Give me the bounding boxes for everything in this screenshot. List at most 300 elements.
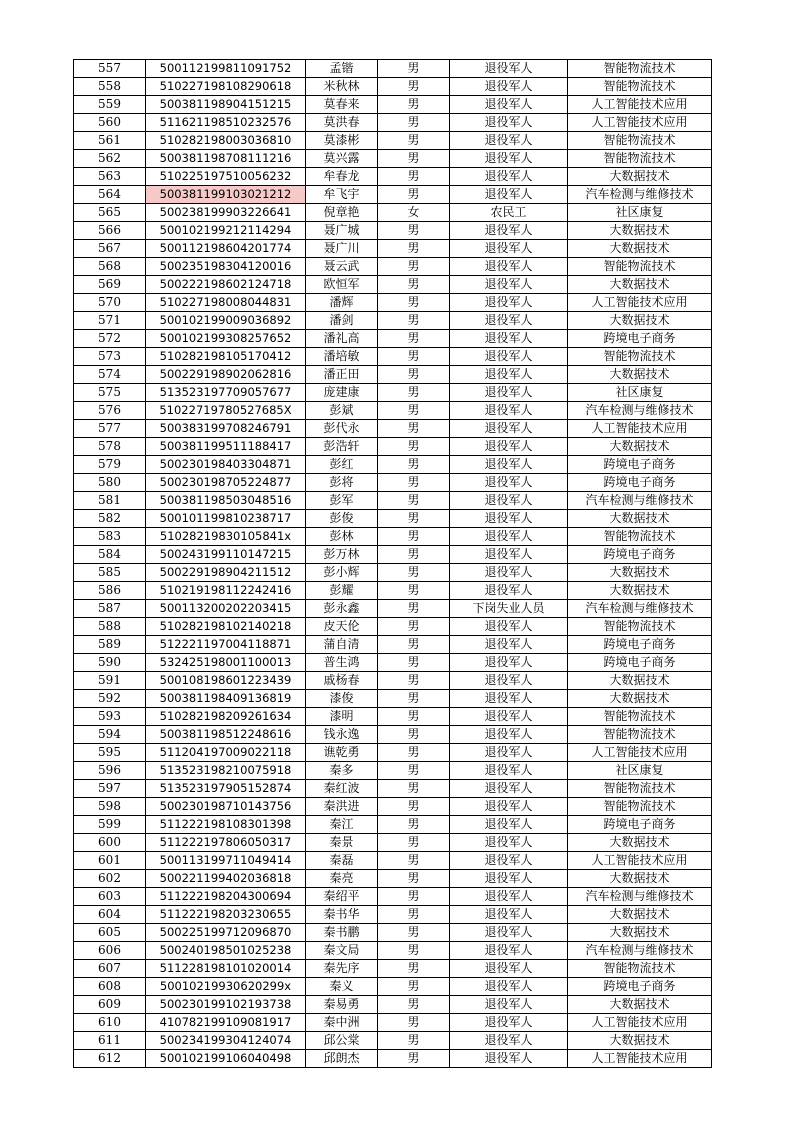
gender-cell: 男: [378, 150, 450, 168]
name-cell: 彭浩轩: [306, 438, 378, 456]
category-cell: 退役军人: [450, 168, 568, 186]
name-cell: 戚杨春: [306, 672, 378, 690]
category-cell: 退役军人: [450, 762, 568, 780]
category-cell: 退役军人: [450, 1032, 568, 1050]
category-cell: 退役军人: [450, 420, 568, 438]
major-cell: 大数据技术: [568, 1032, 712, 1050]
major-cell: 人工智能技术应用: [568, 114, 712, 132]
name-cell: 莫春来: [306, 96, 378, 114]
table-row: [74, 114, 712, 132]
table-row: [74, 474, 712, 492]
gender-cell: 男: [378, 600, 450, 618]
category-cell: 退役军人: [450, 186, 568, 204]
category-cell: 退役军人: [450, 924, 568, 942]
table-row: [74, 942, 712, 960]
row-number-cell: 597: [74, 780, 146, 798]
table-row: [74, 186, 712, 204]
name-cell: 秦义: [306, 978, 378, 996]
id-number-cell: 500112198604201774: [146, 240, 306, 258]
row-number-cell: 565: [74, 204, 146, 222]
row-number-cell: 610: [74, 1014, 146, 1032]
id-number-cell: 500381199103021212: [146, 186, 306, 204]
row-number-cell: 605: [74, 924, 146, 942]
id-number-cell: 511228198101020014: [146, 960, 306, 978]
table-row: [74, 546, 712, 564]
major-cell: 智能物流技术: [568, 708, 712, 726]
table-row: [74, 834, 712, 852]
category-cell: 退役军人: [450, 870, 568, 888]
table-row: [74, 1032, 712, 1050]
category-cell: 退役军人: [450, 348, 568, 366]
table-row: [74, 636, 712, 654]
table-row: [74, 1050, 712, 1068]
name-cell: 皮天伦: [306, 618, 378, 636]
category-cell: 退役军人: [450, 312, 568, 330]
gender-cell: 男: [378, 60, 450, 78]
name-cell: 秦红波: [306, 780, 378, 798]
row-number-cell: 603: [74, 888, 146, 906]
name-cell: 牟春龙: [306, 168, 378, 186]
major-cell: 大数据技术: [568, 672, 712, 690]
category-cell: 退役军人: [450, 618, 568, 636]
name-cell: 秦多: [306, 762, 378, 780]
row-number-cell: 581: [74, 492, 146, 510]
row-number-cell: 592: [74, 690, 146, 708]
id-number-cell: 500235198304120016: [146, 258, 306, 276]
row-number-cell: 594: [74, 726, 146, 744]
major-cell: 跨境电子商务: [568, 474, 712, 492]
gender-cell: 男: [378, 402, 450, 420]
category-cell: 退役军人: [450, 240, 568, 258]
major-cell: 智能物流技术: [568, 780, 712, 798]
name-cell: 聂广城: [306, 222, 378, 240]
row-number-cell: 578: [74, 438, 146, 456]
name-cell: 米秋林: [306, 78, 378, 96]
category-cell: 退役军人: [450, 852, 568, 870]
row-number-cell: 576: [74, 402, 146, 420]
row-number-cell: 580: [74, 474, 146, 492]
row-number-cell: 593: [74, 708, 146, 726]
id-number-cell: 500102199212114294: [146, 222, 306, 240]
table-row: [74, 906, 712, 924]
id-number-cell: 500381198708111216: [146, 150, 306, 168]
name-cell: 秦中洲: [306, 1014, 378, 1032]
category-cell: 退役军人: [450, 942, 568, 960]
row-number-cell: 602: [74, 870, 146, 888]
id-number-cell: 513523197709057677: [146, 384, 306, 402]
major-cell: 大数据技术: [568, 834, 712, 852]
major-cell: 跨境电子商务: [568, 546, 712, 564]
table-row: [74, 132, 712, 150]
category-cell: 退役军人: [450, 906, 568, 924]
id-number-cell: 510282198209261634: [146, 708, 306, 726]
id-number-cell: 510227198108290618: [146, 78, 306, 96]
major-cell: 大数据技术: [568, 312, 712, 330]
major-cell: 大数据技术: [568, 222, 712, 240]
row-number-cell: 564: [74, 186, 146, 204]
major-cell: 大数据技术: [568, 366, 712, 384]
name-cell: 秦书华: [306, 906, 378, 924]
gender-cell: 男: [378, 762, 450, 780]
name-cell: 潘辉: [306, 294, 378, 312]
id-number-cell: 510219198112242416: [146, 582, 306, 600]
major-cell: 人工智能技术应用: [568, 420, 712, 438]
name-cell: 聂广川: [306, 240, 378, 258]
table-row: [74, 330, 712, 348]
table-row: [74, 582, 712, 600]
gender-cell: 男: [378, 96, 450, 114]
gender-cell: 男: [378, 240, 450, 258]
name-cell: 莫兴露: [306, 150, 378, 168]
gender-cell: 男: [378, 654, 450, 672]
category-cell: 退役军人: [450, 222, 568, 240]
major-cell: 智能物流技术: [568, 528, 712, 546]
category-cell: 退役军人: [450, 402, 568, 420]
row-number-cell: 583: [74, 528, 146, 546]
row-number-cell: 574: [74, 366, 146, 384]
table-row: [74, 420, 712, 438]
table-row: [74, 726, 712, 744]
id-number-cell: 500222198602124718: [146, 276, 306, 294]
id-number-cell: 500113200202203415: [146, 600, 306, 618]
name-cell: 潘培敏: [306, 348, 378, 366]
id-number-cell: 500230199102193738: [146, 996, 306, 1014]
table-row: [74, 744, 712, 762]
row-number-cell: 609: [74, 996, 146, 1014]
category-cell: 退役军人: [450, 690, 568, 708]
name-cell: 倪章艳: [306, 204, 378, 222]
major-cell: 跨境电子商务: [568, 456, 712, 474]
gender-cell: 男: [378, 816, 450, 834]
category-cell: 退役军人: [450, 78, 568, 96]
row-number-cell: 600: [74, 834, 146, 852]
table-row: [74, 708, 712, 726]
major-cell: 智能物流技术: [568, 618, 712, 636]
table-row: [74, 852, 712, 870]
id-number-cell: 510282198102140218: [146, 618, 306, 636]
gender-cell: 男: [378, 618, 450, 636]
id-number-cell: 51022719780527685X: [146, 402, 306, 420]
category-cell: 退役军人: [450, 672, 568, 690]
category-cell: 退役军人: [450, 258, 568, 276]
major-cell: 汽车检测与维修技术: [568, 186, 712, 204]
table-row: [74, 978, 712, 996]
name-cell: 潘剑: [306, 312, 378, 330]
id-number-cell: 500229198904211512: [146, 564, 306, 582]
major-cell: 社区康复: [568, 384, 712, 402]
table-row: [74, 528, 712, 546]
id-number-cell: 500101199810238717: [146, 510, 306, 528]
category-cell: 退役军人: [450, 1014, 568, 1032]
gender-cell: 男: [378, 510, 450, 528]
row-number-cell: 604: [74, 906, 146, 924]
name-cell: 牟飞宇: [306, 186, 378, 204]
category-cell: 退役军人: [450, 276, 568, 294]
id-number-cell: 511222198204300694: [146, 888, 306, 906]
name-cell: 彭俊: [306, 510, 378, 528]
row-number-cell: 591: [74, 672, 146, 690]
table-row: [74, 888, 712, 906]
row-number-cell: 608: [74, 978, 146, 996]
gender-cell: 男: [378, 492, 450, 510]
name-cell: 秦亮: [306, 870, 378, 888]
id-number-cell: 510227198008044831: [146, 294, 306, 312]
row-number-cell: 561: [74, 132, 146, 150]
major-cell: 大数据技术: [568, 438, 712, 456]
row-number-cell: 567: [74, 240, 146, 258]
id-number-cell: 50010219930620299x: [146, 978, 306, 996]
category-cell: 退役军人: [450, 816, 568, 834]
table-row: [74, 798, 712, 816]
id-number-cell: 500102199308257652: [146, 330, 306, 348]
name-cell: 莫洪春: [306, 114, 378, 132]
id-number-cell: 500221199402036818: [146, 870, 306, 888]
name-cell: 彭小辉: [306, 564, 378, 582]
gender-cell: 男: [378, 114, 450, 132]
major-cell: 汽车检测与维修技术: [568, 492, 712, 510]
table-row: [74, 816, 712, 834]
category-cell: 退役军人: [450, 132, 568, 150]
major-cell: 人工智能技术应用: [568, 744, 712, 762]
id-number-cell: 500383199708246791: [146, 420, 306, 438]
category-cell: 退役军人: [450, 492, 568, 510]
category-cell: 退役军人: [450, 60, 568, 78]
name-cell: 秦景: [306, 834, 378, 852]
id-number-cell: 51028219830105841x: [146, 528, 306, 546]
gender-cell: 男: [378, 186, 450, 204]
table-row: [74, 690, 712, 708]
name-cell: 彭将: [306, 474, 378, 492]
major-cell: 跨境电子商务: [568, 636, 712, 654]
gender-cell: 男: [378, 420, 450, 438]
table-row: [74, 600, 712, 618]
row-number-cell: 566: [74, 222, 146, 240]
name-cell: 秦易勇: [306, 996, 378, 1014]
id-number-cell: 511621198510232576: [146, 114, 306, 132]
major-cell: 社区康复: [568, 762, 712, 780]
category-cell: 退役军人: [450, 978, 568, 996]
major-cell: 汽车检测与维修技术: [568, 942, 712, 960]
gender-cell: 男: [378, 780, 450, 798]
name-cell: 孟锴: [306, 60, 378, 78]
row-number-cell: 570: [74, 294, 146, 312]
id-number-cell: 500238199903226641: [146, 204, 306, 222]
major-cell: 人工智能技术应用: [568, 1050, 712, 1068]
gender-cell: 男: [378, 582, 450, 600]
major-cell: 智能物流技术: [568, 798, 712, 816]
table-row: [74, 870, 712, 888]
id-number-cell: 500102199106040498: [146, 1050, 306, 1068]
name-cell: 潘礼高: [306, 330, 378, 348]
major-cell: 大数据技术: [568, 906, 712, 924]
category-cell: 退役军人: [450, 528, 568, 546]
row-number-cell: 572: [74, 330, 146, 348]
table-row: [74, 150, 712, 168]
gender-cell: 男: [378, 888, 450, 906]
table-row: [74, 204, 712, 222]
category-cell: 退役军人: [450, 1050, 568, 1068]
major-cell: 智能物流技术: [568, 132, 712, 150]
row-number-cell: 577: [74, 420, 146, 438]
table-row: [74, 780, 712, 798]
name-cell: 彭红: [306, 456, 378, 474]
id-number-cell: 500108198601223439: [146, 672, 306, 690]
row-number-cell: 558: [74, 78, 146, 96]
name-cell: 邱公棠: [306, 1032, 378, 1050]
gender-cell: 男: [378, 348, 450, 366]
table-row: [74, 168, 712, 186]
category-cell: 退役军人: [450, 654, 568, 672]
table-row: [74, 78, 712, 96]
gender-cell: 男: [378, 978, 450, 996]
id-number-cell: 510282198003036810: [146, 132, 306, 150]
name-cell: 彭万林: [306, 546, 378, 564]
gender-cell: 男: [378, 78, 450, 96]
major-cell: 智能物流技术: [568, 726, 712, 744]
table-row: [74, 564, 712, 582]
category-cell: 退役军人: [450, 546, 568, 564]
category-cell: 退役军人: [450, 834, 568, 852]
category-cell: 退役军人: [450, 384, 568, 402]
major-cell: 智能物流技术: [568, 60, 712, 78]
category-cell: 退役军人: [450, 582, 568, 600]
gender-cell: 男: [378, 960, 450, 978]
row-number-cell: 611: [74, 1032, 146, 1050]
category-cell: 退役军人: [450, 888, 568, 906]
gender-cell: 男: [378, 852, 450, 870]
row-number-cell: 595: [74, 744, 146, 762]
row-number-cell: 585: [74, 564, 146, 582]
row-number-cell: 579: [74, 456, 146, 474]
name-cell: 彭军: [306, 492, 378, 510]
name-cell: 彭代永: [306, 420, 378, 438]
category-cell: 退役军人: [450, 708, 568, 726]
name-cell: 秦绍平: [306, 888, 378, 906]
id-number-cell: 500229198902062816: [146, 366, 306, 384]
row-number-cell: 596: [74, 762, 146, 780]
id-number-cell: 511222197806050317: [146, 834, 306, 852]
table-row: [74, 924, 712, 942]
gender-cell: 男: [378, 384, 450, 402]
id-number-cell: 500243199110147215: [146, 546, 306, 564]
gender-cell: 男: [378, 456, 450, 474]
category-cell: 退役军人: [450, 474, 568, 492]
table-row: [74, 348, 712, 366]
name-cell: 普生鸿: [306, 654, 378, 672]
id-number-cell: 513523197905152874: [146, 780, 306, 798]
table-row: [74, 240, 712, 258]
gender-cell: 男: [378, 132, 450, 150]
gender-cell: 男: [378, 798, 450, 816]
table-row: [74, 312, 712, 330]
row-number-cell: 612: [74, 1050, 146, 1068]
major-cell: 智能物流技术: [568, 348, 712, 366]
table-row: [74, 402, 712, 420]
row-number-cell: 590: [74, 654, 146, 672]
gender-cell: 男: [378, 168, 450, 186]
category-cell: 退役军人: [450, 456, 568, 474]
row-number-cell: 569: [74, 276, 146, 294]
category-cell: 退役军人: [450, 438, 568, 456]
row-number-cell: 582: [74, 510, 146, 528]
table-row: [74, 384, 712, 402]
name-cell: 聂云武: [306, 258, 378, 276]
major-cell: 大数据技术: [568, 564, 712, 582]
table-row: [74, 366, 712, 384]
major-cell: 智能物流技术: [568, 78, 712, 96]
gender-cell: 男: [378, 636, 450, 654]
id-number-cell: 511204197009022118: [146, 744, 306, 762]
gender-cell: 女: [378, 204, 450, 222]
id-number-cell: 500381198904151215: [146, 96, 306, 114]
category-cell: 农民工: [450, 204, 568, 222]
gender-cell: 男: [378, 744, 450, 762]
table-row: [74, 672, 712, 690]
id-number-cell: 500225199712096870: [146, 924, 306, 942]
table-row: [74, 258, 712, 276]
major-cell: 智能物流技术: [568, 150, 712, 168]
id-number-cell: 500113199711049414: [146, 852, 306, 870]
gender-cell: 男: [378, 870, 450, 888]
id-number-cell: 500230198710143756: [146, 798, 306, 816]
gender-cell: 男: [378, 474, 450, 492]
name-cell: 彭林: [306, 528, 378, 546]
id-number-cell: 500230198705224877: [146, 474, 306, 492]
gender-cell: 男: [378, 924, 450, 942]
name-cell: 彭斌: [306, 402, 378, 420]
id-number-cell: 500240198501025238: [146, 942, 306, 960]
category-cell: 退役军人: [450, 780, 568, 798]
row-number-cell: 584: [74, 546, 146, 564]
table-row: [74, 654, 712, 672]
category-cell: 退役军人: [450, 744, 568, 762]
id-number-cell: 500381198503048516: [146, 492, 306, 510]
major-cell: 跨境电子商务: [568, 816, 712, 834]
row-number-cell: 606: [74, 942, 146, 960]
name-cell: 秦文局: [306, 942, 378, 960]
gender-cell: 男: [378, 330, 450, 348]
major-cell: 汽车检测与维修技术: [568, 888, 712, 906]
id-number-cell: 410782199109081917: [146, 1014, 306, 1032]
table-row: [74, 222, 712, 240]
gender-cell: 男: [378, 672, 450, 690]
major-cell: 大数据技术: [568, 510, 712, 528]
gender-cell: 男: [378, 690, 450, 708]
category-cell: 退役军人: [450, 564, 568, 582]
id-number-cell: 500102199009036892: [146, 312, 306, 330]
category-cell: 退役军人: [450, 510, 568, 528]
major-cell: 人工智能技术应用: [568, 1014, 712, 1032]
name-cell: 彭永鑫: [306, 600, 378, 618]
row-number-cell: 607: [74, 960, 146, 978]
major-cell: 人工智能技术应用: [568, 852, 712, 870]
gender-cell: 男: [378, 726, 450, 744]
id-number-cell: 500381199511188417: [146, 438, 306, 456]
gender-cell: 男: [378, 222, 450, 240]
gender-cell: 男: [378, 312, 450, 330]
major-cell: 汽车检测与维修技术: [568, 600, 712, 618]
gender-cell: 男: [378, 438, 450, 456]
row-number-cell: 560: [74, 114, 146, 132]
id-number-cell: 500234199304124074: [146, 1032, 306, 1050]
major-cell: 大数据技术: [568, 168, 712, 186]
name-cell: 谯乾勇: [306, 744, 378, 762]
gender-cell: 男: [378, 834, 450, 852]
gender-cell: 男: [378, 564, 450, 582]
gender-cell: 男: [378, 294, 450, 312]
row-number-cell: 563: [74, 168, 146, 186]
row-number-cell: 587: [74, 600, 146, 618]
